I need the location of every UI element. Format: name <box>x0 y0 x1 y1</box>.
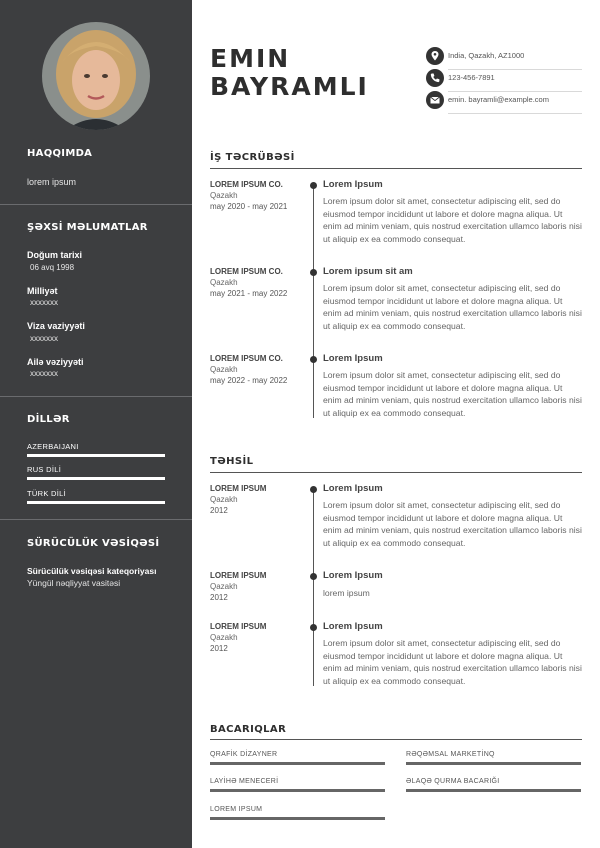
education-institution: LOREM IPSUM <box>210 484 267 493</box>
language-level-bar <box>27 501 165 504</box>
contact-phone <box>426 68 582 90</box>
experience-timeline <box>313 186 314 418</box>
contact-address <box>426 46 582 68</box>
timeline-dot <box>310 486 317 493</box>
education-title: TƏHSİL <box>210 456 254 467</box>
license-title: SÜRÜCÜLÜK VƏSİQƏSİ <box>27 538 160 549</box>
education-description: Lorem ipsum dolor sit amet, consectetur adipiscing elit, sed do eiusmod tempor incididunt ut labore et dolore magna aliqua. Ut enim ad minim veniam, quis nostrud exercitation ullamco laboris nisi ut aliquip ex ea commodo consequat. <box>323 500 582 548</box>
skill-item <box>406 778 581 792</box>
skills-title: BACARIQLAR <box>210 724 287 735</box>
education-location: Qazakh <box>210 633 238 642</box>
birthdate-label: Doğum tarixi <box>27 250 83 260</box>
education-institution: LOREM IPSUM <box>210 571 267 580</box>
education-timeline <box>313 490 314 686</box>
language-name: TÜRK DİLİ <box>27 489 66 498</box>
language-item <box>27 489 165 504</box>
experience-org: LOREM IPSUM CO. <box>210 267 283 276</box>
experience-description: Lorem ipsum dolor sit amet, consectetur adipiscing elit, sed do eiusmod tempor incididunt ut labore et dolore magna aliqua. Ut enim ad minim veniam, quis nostrud exercitation ullamco laboris nisi ut aliquip ex ea commodo consequat. <box>323 370 582 418</box>
timeline-dot <box>310 624 317 631</box>
personal-info-title: ŞƏXSİ MƏLUMATLAR <box>27 222 148 233</box>
marital-status-label: Ailə vəziyyəti <box>27 357 84 367</box>
language-name: AZERBAIJANI <box>27 442 79 451</box>
experience-org: LOREM IPSUM CO. <box>210 354 283 363</box>
education-degree: Lorem Ipsum <box>323 621 383 632</box>
address-text: India, Qazakh, AZ1000 <box>448 51 525 60</box>
languages-title: DİLLƏR <box>27 414 70 425</box>
about-title: HAQQIMDA <box>27 148 93 159</box>
experience-date: may 2021 - may 2022 <box>210 289 288 298</box>
skill-level-bar <box>210 762 385 765</box>
about-text: lorem ipsum <box>27 177 77 187</box>
education-description: Lorem ipsum dolor sit amet, consectetur adipiscing elit, sed do eiusmod tempor incididunt ut labore et dolore magna aliqua. Ut enim ad minim veniam, quis nostrud exercitation ullamco laboris nisi ut aliquip ex ea commodo consequat. <box>323 638 582 686</box>
skill-name: LOREM IPSUM <box>210 806 263 813</box>
timeline-dot <box>310 182 317 189</box>
license-category-label: Sürücülük vəsiqəsi kateqoriyası <box>27 566 157 576</box>
phone-icon <box>426 69 444 87</box>
experience-location: Qazakh <box>210 278 238 287</box>
skill-item <box>210 778 385 792</box>
education-institution: LOREM IPSUM <box>210 622 267 631</box>
skill-level-bar <box>406 762 581 765</box>
education-location: Qazakh <box>210 582 238 591</box>
visa-status-label: Viza vaziyyəti <box>27 321 85 331</box>
education-description: lorem ipsum <box>323 588 370 598</box>
divider <box>0 519 192 520</box>
education-date: 2012 <box>210 593 228 602</box>
divider <box>0 204 192 205</box>
language-level-bar <box>27 454 165 457</box>
experience-title: İŞ TƏCRÜBƏSİ <box>210 152 295 163</box>
profile-photo <box>42 22 150 130</box>
email-text: emin. bayramli@example.com <box>448 95 549 104</box>
education-location: Qazakh <box>210 495 238 504</box>
skill-name: QRAFİK DİZAYNER <box>210 751 278 758</box>
last-name: BAYRAMLI <box>210 72 369 101</box>
marital-status-value: xxxxxxx <box>30 369 58 378</box>
nationality-label: Milliyət <box>27 286 58 296</box>
experience-description: Lorem ipsum dolor sit amet, consectetur adipiscing elit, sed do eiusmod tempor incididunt ut labore et dolore magna aliqua. Ut enim ad minim veniam, quis nostrud exercitation ullamco laboris nisi ut aliquip ex ea commodo consequat. <box>323 283 582 331</box>
email-icon <box>426 91 444 109</box>
divider <box>0 396 192 397</box>
education-date: 2012 <box>210 644 228 653</box>
experience-role: Lorem Ipsum <box>323 179 383 190</box>
experience-org: LOREM IPSUM CO. <box>210 180 283 189</box>
timeline-dot <box>310 356 317 363</box>
experience-location: Qazakh <box>210 365 238 374</box>
license-category-value: Yüngül nəqliyyat vasitəsi <box>27 578 121 588</box>
language-item <box>27 465 165 480</box>
language-item <box>27 442 165 457</box>
experience-location: Qazakh <box>210 191 238 200</box>
skill-level-bar <box>210 789 385 792</box>
nationality-value: xxxxxxx <box>30 298 58 307</box>
location-icon <box>426 47 444 65</box>
skill-level-bar <box>406 789 581 792</box>
experience-description: Lorem ipsum dolor sit amet, consectetur adipiscing elit, sed do eiusmod tempor incididunt ut labore et dolore magna aliqua. Ut enim ad minim veniam, quis nostrud exercitation ullamco laboris nisi ut aliquip ex ea commodo consequat. <box>323 196 582 244</box>
skill-name: RƏQƏMSAL MARKETİNQ <box>406 751 495 758</box>
section-divider <box>210 472 582 473</box>
timeline-dot <box>310 573 317 580</box>
contact-email <box>426 90 582 112</box>
first-name: EMIN <box>210 44 291 73</box>
education-degree: Lorem Ipsum <box>323 483 383 494</box>
skill-item <box>210 806 385 820</box>
skill-name: ƏLAQƏ QURMA BACARIĞI <box>406 778 500 785</box>
experience-role: Lorem Ipsum <box>323 353 383 364</box>
phone-text: 123-456-7891 <box>448 73 495 82</box>
sidebar <box>0 0 192 848</box>
birthdate-value: 06 avq 1998 <box>30 263 75 272</box>
experience-date: may 2022 - may 2022 <box>210 376 288 385</box>
language-name: RUS DİLİ <box>27 465 62 474</box>
section-divider <box>210 739 582 740</box>
skill-level-bar <box>210 817 385 820</box>
section-divider <box>210 168 582 169</box>
education-date: 2012 <box>210 506 228 515</box>
visa-status-value: xxxxxxx <box>30 334 58 343</box>
language-level-bar <box>27 477 165 480</box>
experience-role: Lorem ipsum sit am <box>323 266 413 277</box>
divider <box>448 113 582 114</box>
skill-item <box>406 751 581 765</box>
experience-date: may 2020 - may 2021 <box>210 202 288 211</box>
skill-item <box>210 751 385 765</box>
skill-name: LAYİHƏ MENECERİ <box>210 778 279 785</box>
education-degree: Lorem Ipsum <box>323 570 383 581</box>
timeline-dot <box>310 269 317 276</box>
